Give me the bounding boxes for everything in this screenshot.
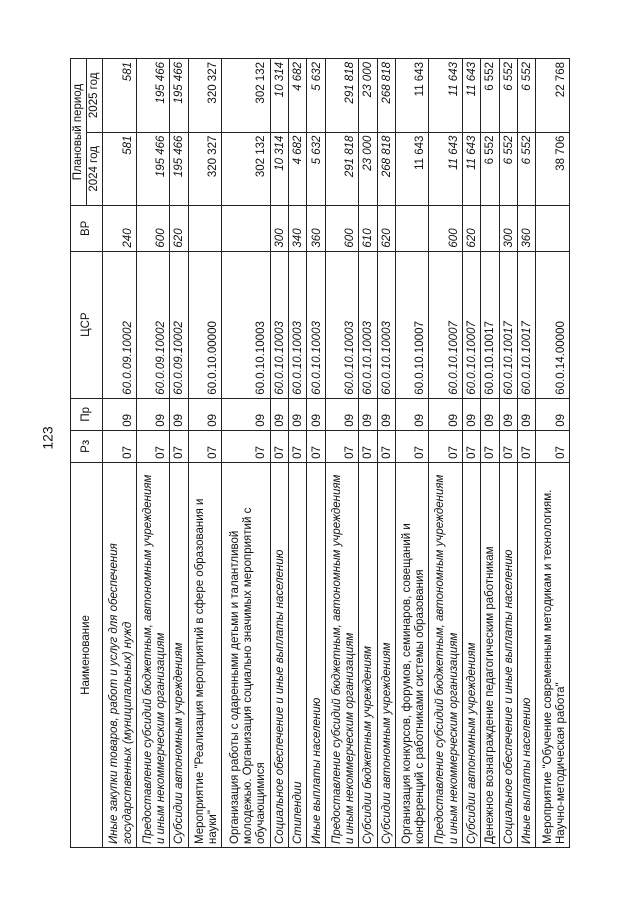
- row-pr-cell: 09: [395, 398, 428, 430]
- row-2024-cell: 195 466: [170, 132, 188, 206]
- row-2024-cell: 268 818: [377, 132, 395, 206]
- row-2024-cell: 302 132: [222, 132, 270, 206]
- row-csr-cell: 60.0.10.10017: [499, 251, 517, 398]
- table-row: [307, 59, 325, 848]
- row-pr-cell: 09: [499, 398, 517, 430]
- row-2024-cell: 10 314: [270, 132, 288, 206]
- table-row: [499, 59, 517, 848]
- row-rz-cell: 07: [429, 430, 462, 462]
- row-vr-cell: 610: [359, 206, 377, 251]
- row-pr-cell: 09: [307, 398, 325, 430]
- row-vr-cell: [536, 206, 570, 251]
- row-2025-cell: 195 466: [170, 59, 188, 133]
- row-2025-cell: 6 552: [499, 59, 517, 133]
- budget-table: [70, 58, 570, 848]
- header-name: Наименование: [71, 462, 103, 847]
- row-name-cell: Мероприятие "Обучение современным методикам и технологиям. Научно-методическая работа": [536, 462, 570, 847]
- row-name-cell: Субсидии бюджетным учреждениям: [359, 462, 377, 847]
- row-name-cell: Организация конкурсов, форумов, семинаров, совещаний и конференций с работниками системы образования: [395, 462, 428, 847]
- table-row: [325, 59, 358, 848]
- row-pr-cell: 09: [536, 398, 570, 430]
- row-2025-cell: 302 132: [222, 59, 270, 133]
- row-vr-cell: 620: [170, 206, 188, 251]
- row-rz-cell: 07: [359, 430, 377, 462]
- row-name-cell: Предоставление субсидий бюджетным, автономным учреждениям и иным некоммерческим организациям: [136, 462, 169, 847]
- row-2024-cell: 195 466: [136, 132, 169, 206]
- row-2024-cell: 6 552: [499, 132, 517, 206]
- row-2025-cell: 581: [103, 59, 136, 133]
- header-vr: ВР: [71, 206, 103, 251]
- row-2025-cell: 268 818: [377, 59, 395, 133]
- row-name-cell: Субсидии автономным учреждениям: [170, 462, 188, 847]
- row-name-cell: Социальное обеспечение и иные выплаты населению: [270, 462, 288, 847]
- row-2024-cell: 11 643: [395, 132, 428, 206]
- row-rz-cell: 07: [499, 430, 517, 462]
- row-rz-cell: 07: [518, 430, 536, 462]
- row-name-cell: Предоставление субсидий бюджетным, автономным учреждениям и иным некоммерческим организациям: [429, 462, 462, 847]
- row-csr-cell: 60.0.10.10017: [518, 251, 536, 398]
- row-csr-cell: 60.0.09.10002: [103, 251, 136, 398]
- row-rz-cell: 07: [377, 430, 395, 462]
- row-2025-cell: 11 643: [429, 59, 462, 133]
- row-pr-cell: 09: [462, 398, 480, 430]
- row-pr-cell: 09: [288, 398, 306, 430]
- row-csr-cell: 60.0.10.10007: [429, 251, 462, 398]
- table-row: [222, 59, 270, 848]
- row-2025-cell: 23 000: [359, 59, 377, 133]
- row-pr-cell: 09: [170, 398, 188, 430]
- row-2025-cell: 10 314: [270, 59, 288, 133]
- row-vr-cell: 340: [288, 206, 306, 251]
- row-rz-cell: 07: [270, 430, 288, 462]
- row-pr-cell: 09: [518, 398, 536, 430]
- row-csr-cell: 60.0.10.10003: [325, 251, 358, 398]
- row-name-cell: Предоставление субсидий бюджетным, автономным учреждениям и иным некоммерческим организациям: [325, 462, 358, 847]
- row-2024-cell: 320 327: [188, 132, 221, 206]
- row-vr-cell: 600: [136, 206, 169, 251]
- row-name-cell: Субсидии автономным учреждениям: [377, 462, 395, 847]
- row-2025-cell: 195 466: [136, 59, 169, 133]
- row-vr-cell: 600: [325, 206, 358, 251]
- row-2024-cell: 6 552: [518, 132, 536, 206]
- row-2025-cell: 11 643: [462, 59, 480, 133]
- row-name-cell: Иные закупки товаров, работ и услуг для обеспечения государственных (муниципальных) нужд: [103, 462, 136, 847]
- row-2025-cell: 6 552: [481, 59, 499, 133]
- table-body: [103, 59, 570, 848]
- row-name-cell: Стипендии: [288, 462, 306, 847]
- row-2024-cell: 11 643: [429, 132, 462, 206]
- row-csr-cell: 60.0.10.10017: [481, 251, 499, 398]
- row-2024-cell: 23 000: [359, 132, 377, 206]
- row-vr-cell: 360: [307, 206, 325, 251]
- row-vr-cell: [481, 206, 499, 251]
- table-row: [103, 59, 136, 848]
- row-vr-cell: 240: [103, 206, 136, 251]
- row-csr-cell: 60.0.10.10003: [377, 251, 395, 398]
- row-rz-cell: 07: [136, 430, 169, 462]
- header-plan-period: Плановый период: [71, 59, 87, 206]
- row-csr-cell: 60.0.10.10003: [288, 251, 306, 398]
- row-rz-cell: 07: [325, 430, 358, 462]
- header-year-2024: 2024 год: [87, 132, 103, 206]
- row-vr-cell: [188, 206, 221, 251]
- table-row: [188, 59, 221, 848]
- row-csr-cell: 60.0.10.10003: [307, 251, 325, 398]
- row-csr-cell: 60.0.09.10002: [170, 251, 188, 398]
- row-csr-cell: 60.0.10.10007: [462, 251, 480, 398]
- row-name-cell: Иные выплаты населению: [518, 462, 536, 847]
- header-rz: Рз: [71, 430, 103, 462]
- row-pr-cell: 09: [103, 398, 136, 430]
- row-vr-cell: [222, 206, 270, 251]
- row-2025-cell: 22 768: [536, 59, 570, 133]
- table-row: [288, 59, 306, 848]
- row-vr-cell: [395, 206, 428, 251]
- row-2024-cell: 5 632: [307, 132, 325, 206]
- row-pr-cell: 09: [359, 398, 377, 430]
- row-2025-cell: 6 552: [518, 59, 536, 133]
- row-csr-cell: 60.0.10.10003: [270, 251, 288, 398]
- table-row: [136, 59, 169, 848]
- row-rz-cell: 07: [536, 430, 570, 462]
- row-rz-cell: 07: [288, 430, 306, 462]
- row-pr-cell: 09: [188, 398, 221, 430]
- table-row: [377, 59, 395, 848]
- budget-table-container: [70, 58, 570, 848]
- row-vr-cell: 600: [429, 206, 462, 251]
- table-row: [170, 59, 188, 848]
- row-csr-cell: 60.0.09.10002: [136, 251, 169, 398]
- row-2024-cell: 581: [103, 132, 136, 206]
- row-2025-cell: 4 682: [288, 59, 306, 133]
- header-year-2025: 2025 год: [87, 59, 103, 133]
- row-rz-cell: 07: [462, 430, 480, 462]
- row-vr-cell: 620: [462, 206, 480, 251]
- row-csr-cell: 60.0.10.10003: [222, 251, 270, 398]
- row-vr-cell: 360: [518, 206, 536, 251]
- row-vr-cell: 620: [377, 206, 395, 251]
- row-2024-cell: 38 706: [536, 132, 570, 206]
- table-row: [359, 59, 377, 848]
- row-name-cell: Организация работы с одаренными детьми и талантливой молодежью. Организация социально значимых мероприятий с обучающимися: [222, 462, 270, 847]
- row-2024-cell: 11 643: [462, 132, 480, 206]
- row-rz-cell: 07: [170, 430, 188, 462]
- row-rz-cell: 07: [222, 430, 270, 462]
- header-pr: Пр: [71, 398, 103, 430]
- row-2024-cell: 6 552: [481, 132, 499, 206]
- header-csr: ЦСР: [71, 251, 103, 398]
- table-row: [536, 59, 570, 848]
- table-row: [395, 59, 428, 848]
- row-name-cell: Денежное вознаграждение педагогическим работникам: [481, 462, 499, 847]
- page-number: 123: [39, 426, 56, 450]
- row-rz-cell: 07: [103, 430, 136, 462]
- row-pr-cell: 09: [270, 398, 288, 430]
- row-rz-cell: 07: [395, 430, 428, 462]
- table-row: [462, 59, 480, 848]
- row-2025-cell: 5 632: [307, 59, 325, 133]
- row-2025-cell: 11 643: [395, 59, 428, 133]
- row-pr-cell: 09: [325, 398, 358, 430]
- row-vr-cell: 300: [499, 206, 517, 251]
- row-2025-cell: 291 818: [325, 59, 358, 133]
- row-name-cell: Мероприятие "Реализация мероприятий в сфере образования и науки": [188, 462, 221, 847]
- row-pr-cell: 09: [222, 398, 270, 430]
- row-csr-cell: 60.0.10.10007: [395, 251, 428, 398]
- row-pr-cell: 09: [136, 398, 169, 430]
- row-rz-cell: 07: [188, 430, 221, 462]
- row-csr-cell: 60.0.10.10003: [359, 251, 377, 398]
- row-name-cell: Иные выплаты населению: [307, 462, 325, 847]
- row-rz-cell: 07: [481, 430, 499, 462]
- table-header: [71, 59, 103, 848]
- row-pr-cell: 09: [481, 398, 499, 430]
- table-row: [518, 59, 536, 848]
- row-pr-cell: 09: [429, 398, 462, 430]
- row-vr-cell: 300: [270, 206, 288, 251]
- row-csr-cell: 60.0.14.00000: [536, 251, 570, 398]
- row-name-cell: Субсидии автономным учреждениям: [462, 462, 480, 847]
- table-row: [270, 59, 288, 848]
- row-2025-cell: 320 327: [188, 59, 221, 133]
- row-name-cell: Социальное обеспечение и иные выплаты населению: [499, 462, 517, 847]
- row-pr-cell: 09: [377, 398, 395, 430]
- row-2024-cell: 291 818: [325, 132, 358, 206]
- row-2024-cell: 4 682: [288, 132, 306, 206]
- row-rz-cell: 07: [307, 430, 325, 462]
- table-row: [429, 59, 462, 848]
- table-row: [481, 59, 499, 848]
- row-csr-cell: 60.0.10.00000: [188, 251, 221, 398]
